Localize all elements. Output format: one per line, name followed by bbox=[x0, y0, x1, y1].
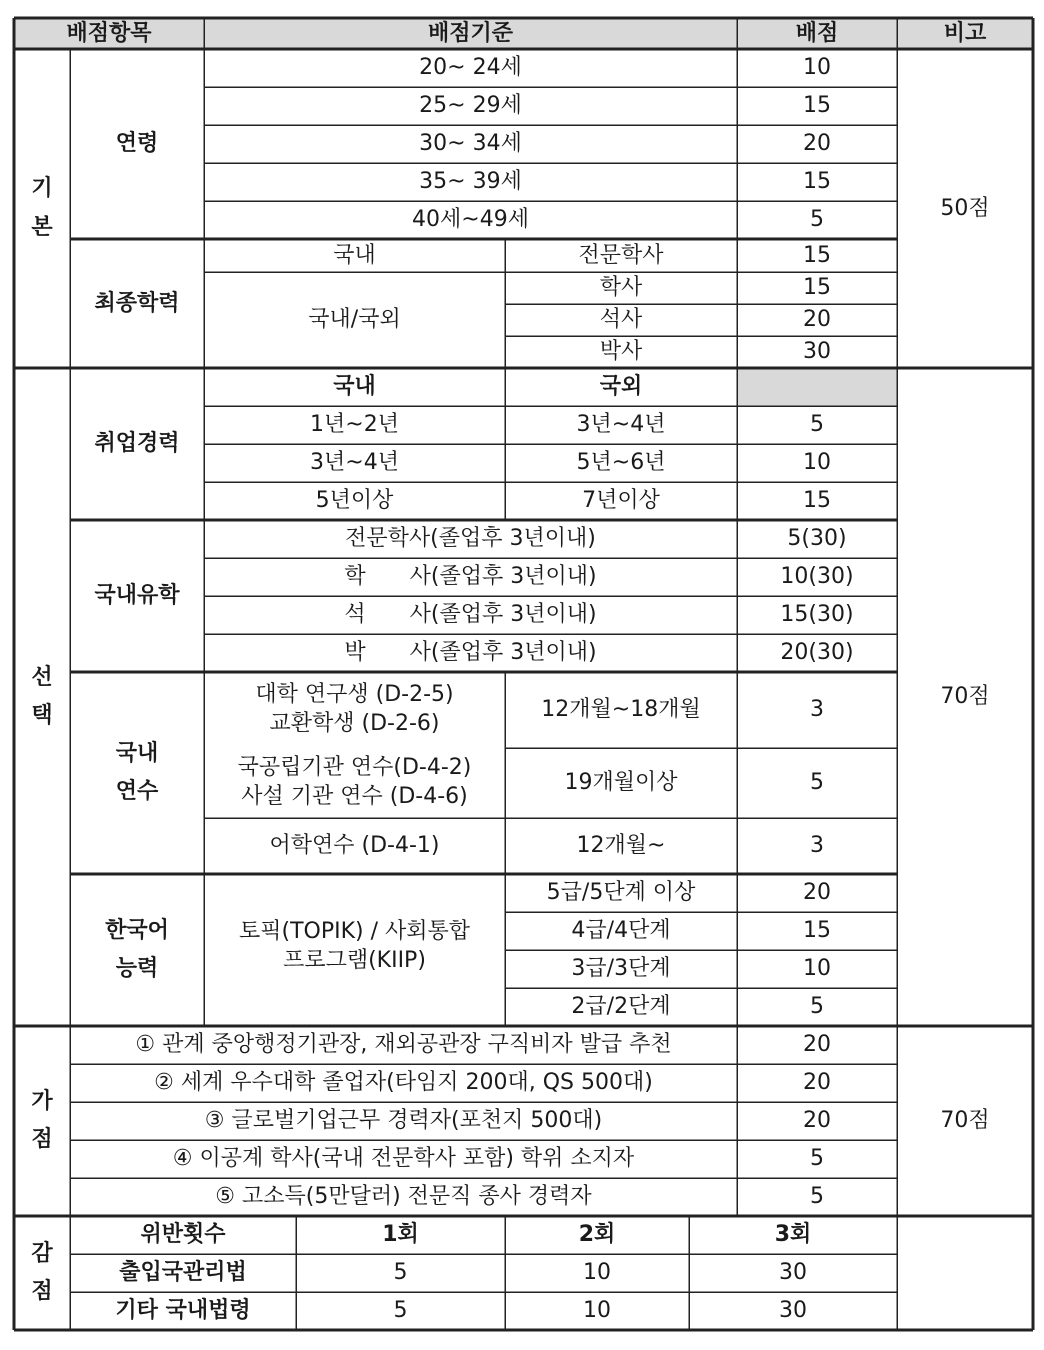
bonus-row-4: ④ 이공계 학사(국내 전문학사 포함) 학위 소지자 bbox=[172, 1146, 635, 1172]
header-category: 배점항목 bbox=[14, 18, 204, 49]
employment-score-3: 15 bbox=[803, 488, 831, 514]
employment-domestic-3: 5년이상 bbox=[315, 488, 394, 514]
section-basic-label bbox=[14, 49, 70, 368]
deduction-note bbox=[897, 1216, 1033, 1330]
age-range-3: 30~ 34세 bbox=[419, 131, 522, 157]
deduction-law-2: 기타 국내법령 bbox=[115, 1298, 251, 1324]
education-degree-4: 박사 bbox=[599, 339, 643, 365]
education-score-2: 15 bbox=[803, 275, 831, 301]
korean-test bbox=[204, 874, 505, 1026]
deduction-law-1: 출입국관리법 bbox=[119, 1260, 247, 1286]
korean-score-1: 20 bbox=[803, 880, 831, 906]
age-range-2: 25~ 29세 bbox=[419, 93, 522, 119]
study-score-1: 5(30) bbox=[787, 526, 847, 552]
korean-score-4: 5 bbox=[810, 994, 824, 1020]
section-basic-char-2: 본 bbox=[31, 214, 53, 240]
employment-domestic-2: 3년~4년 bbox=[310, 450, 399, 476]
age-range-4: 35~ 39세 bbox=[419, 169, 522, 195]
korean-label-line-1: 한국어 bbox=[105, 917, 169, 943]
bonus-score-3: 20 bbox=[803, 1108, 831, 1134]
bonus-score-1: 20 bbox=[803, 1032, 831, 1058]
section-bonus-char-1: 가 bbox=[31, 1088, 53, 1114]
employment-score-1: 5 bbox=[810, 412, 824, 438]
header-score: 배점 bbox=[737, 18, 897, 49]
age-range-5: 40세~49세 bbox=[412, 207, 529, 233]
bonus-row-1: ① 관계 중앙행정기관장, 재외공관장 구직비자 발급 추천 bbox=[135, 1032, 672, 1058]
korean-label bbox=[70, 874, 204, 1026]
section-bonus-char-2: 점 bbox=[31, 1127, 53, 1152]
employment-foreign-2: 5년~6년 bbox=[576, 450, 666, 476]
study-score-4: 20(30) bbox=[780, 640, 854, 666]
deduction-header-first: 1회 bbox=[382, 1222, 419, 1248]
training-period-1: 12개월~18개월 bbox=[541, 697, 701, 723]
training-score-2: 5 bbox=[810, 770, 824, 796]
training-label-line-2: 연수 bbox=[115, 779, 159, 804]
section-selective-char-2: 택 bbox=[31, 703, 53, 728]
age-range-1: 20~ 24세 bbox=[419, 55, 522, 81]
deduction-first-1: 5 bbox=[393, 1260, 408, 1286]
study-label: 국내유학 bbox=[94, 583, 180, 609]
basic-total: 50점 bbox=[940, 195, 990, 221]
age-label: 연령 bbox=[115, 131, 159, 157]
education-degree-3: 석사 bbox=[599, 307, 643, 333]
section-selective-char-1: 선 bbox=[31, 664, 53, 690]
section-deduction-char-1: 감 bbox=[31, 1240, 53, 1266]
training-score-1: 3 bbox=[810, 697, 824, 723]
deduction-third-2: 30 bbox=[779, 1298, 807, 1324]
age-score-5: 5 bbox=[810, 207, 824, 233]
bonus-row-2: ② 세계 우수대학 졸업자(타임지 200대, QS 500대) bbox=[154, 1070, 653, 1096]
employment-score-header bbox=[737, 368, 897, 406]
study-score-2: 10(30) bbox=[780, 564, 854, 590]
korean-test-line-1: 토픽(TOPIK) / 사회통합 bbox=[238, 919, 470, 944]
education-degree-1: 전문학사 bbox=[578, 242, 664, 268]
deduction-second-1: 10 bbox=[583, 1260, 611, 1286]
training-period-3: 12개월~ bbox=[576, 833, 666, 859]
employment-foreign-3: 7년이상 bbox=[582, 488, 660, 514]
training-program-2-line-1: 국공립기관 연수(D-4-2) bbox=[237, 755, 472, 781]
deduction-third-1: 30 bbox=[779, 1260, 807, 1286]
training-label bbox=[70, 672, 204, 874]
deduction-header-third: 3회 bbox=[774, 1222, 812, 1248]
section-basic-char-1: 기 bbox=[31, 176, 53, 201]
training-label-line-1: 국내 bbox=[115, 740, 159, 766]
training-score-3: 3 bbox=[810, 833, 824, 859]
age-score-2: 15 bbox=[803, 93, 831, 119]
employment-foreign-header: 국외 bbox=[599, 374, 643, 400]
bonus-row-3: ③ 글로벌기업근무 경력자(포천지 500대) bbox=[204, 1108, 603, 1134]
korean-score-3: 10 bbox=[803, 956, 831, 982]
education-score-1: 15 bbox=[803, 242, 831, 268]
study-score-3: 15(30) bbox=[780, 602, 854, 628]
section-bonus-label bbox=[14, 1026, 70, 1216]
bonus-score-4: 5 bbox=[810, 1146, 824, 1172]
korean-test-line-2: 프로그램(KIIP) bbox=[283, 947, 426, 973]
korean-label-line-2: 능력 bbox=[115, 956, 159, 981]
deduction-header-violations: 위반횟수 bbox=[140, 1222, 226, 1248]
deduction-header-second: 2회 bbox=[578, 1222, 616, 1248]
korean-score-2: 15 bbox=[803, 918, 831, 944]
section-selective-label bbox=[14, 368, 70, 1026]
education-domestic-foreign: 국내/국외 bbox=[308, 307, 401, 333]
bonus-score-5: 5 bbox=[810, 1184, 824, 1210]
training-period-2: 19개월이상 bbox=[564, 770, 678, 796]
bonus-row-5: ⑤ 고소득(5만달러) 전문직 종사 경력자 bbox=[215, 1184, 592, 1210]
bonus-total: 70점 bbox=[940, 1108, 990, 1134]
training-program-1-line-1: 대학 연구생 (D-2-5) bbox=[255, 682, 454, 708]
bonus-score-2: 20 bbox=[803, 1070, 831, 1096]
education-degree-2: 학사 bbox=[599, 275, 643, 301]
age-score-1: 10 bbox=[803, 55, 831, 81]
selective-total: 70점 bbox=[940, 684, 990, 710]
education-domestic: 국내 bbox=[333, 242, 376, 268]
study-row-2: 학 사(졸업후 3년이내) bbox=[344, 564, 597, 590]
age-score-4: 15 bbox=[803, 169, 831, 195]
education-label: 최종학력 bbox=[94, 290, 180, 316]
header-note: 비고 bbox=[897, 18, 1033, 49]
study-row-1: 전문학사(졸업후 3년이내) bbox=[345, 526, 596, 552]
training-program-3: 어학연수 (D-4-1) bbox=[269, 833, 440, 859]
deduction-second-2: 10 bbox=[583, 1298, 611, 1324]
employment-label: 취업경력 bbox=[94, 431, 180, 457]
korean-level-4: 2급/2단계 bbox=[571, 994, 671, 1020]
employment-foreign-1: 3년~4년 bbox=[576, 412, 666, 438]
study-row-4: 박 사(졸업후 3년이내) bbox=[344, 640, 597, 666]
employment-domestic-1: 1년~2년 bbox=[310, 412, 399, 438]
korean-level-2: 4급/4단계 bbox=[571, 918, 671, 944]
education-score-3: 20 bbox=[803, 307, 831, 333]
study-row-3: 석 사(졸업후 3년이내) bbox=[344, 602, 597, 628]
korean-level-1: 5급/5단계 이상 bbox=[546, 880, 696, 906]
deduction-first-2: 5 bbox=[393, 1298, 408, 1324]
section-deduction-label bbox=[14, 1216, 70, 1330]
education-score-4: 30 bbox=[803, 339, 831, 365]
training-program-2-line-2: 사설 기관 연수 (D-4-6) bbox=[241, 784, 468, 809]
employment-domestic-header: 국내 bbox=[333, 374, 376, 400]
employment-score-2: 10 bbox=[803, 450, 831, 476]
training-program-2 bbox=[204, 748, 505, 818]
training-program-1-line-2: 교환학생 (D-2-6) bbox=[269, 711, 440, 736]
section-deduction-char-2: 점 bbox=[31, 1279, 53, 1304]
korean-level-3: 3급/3단계 bbox=[571, 956, 671, 982]
header-criteria: 배점기준 bbox=[204, 18, 737, 49]
training-program-1 bbox=[204, 672, 505, 748]
age-score-3: 20 bbox=[803, 131, 831, 157]
